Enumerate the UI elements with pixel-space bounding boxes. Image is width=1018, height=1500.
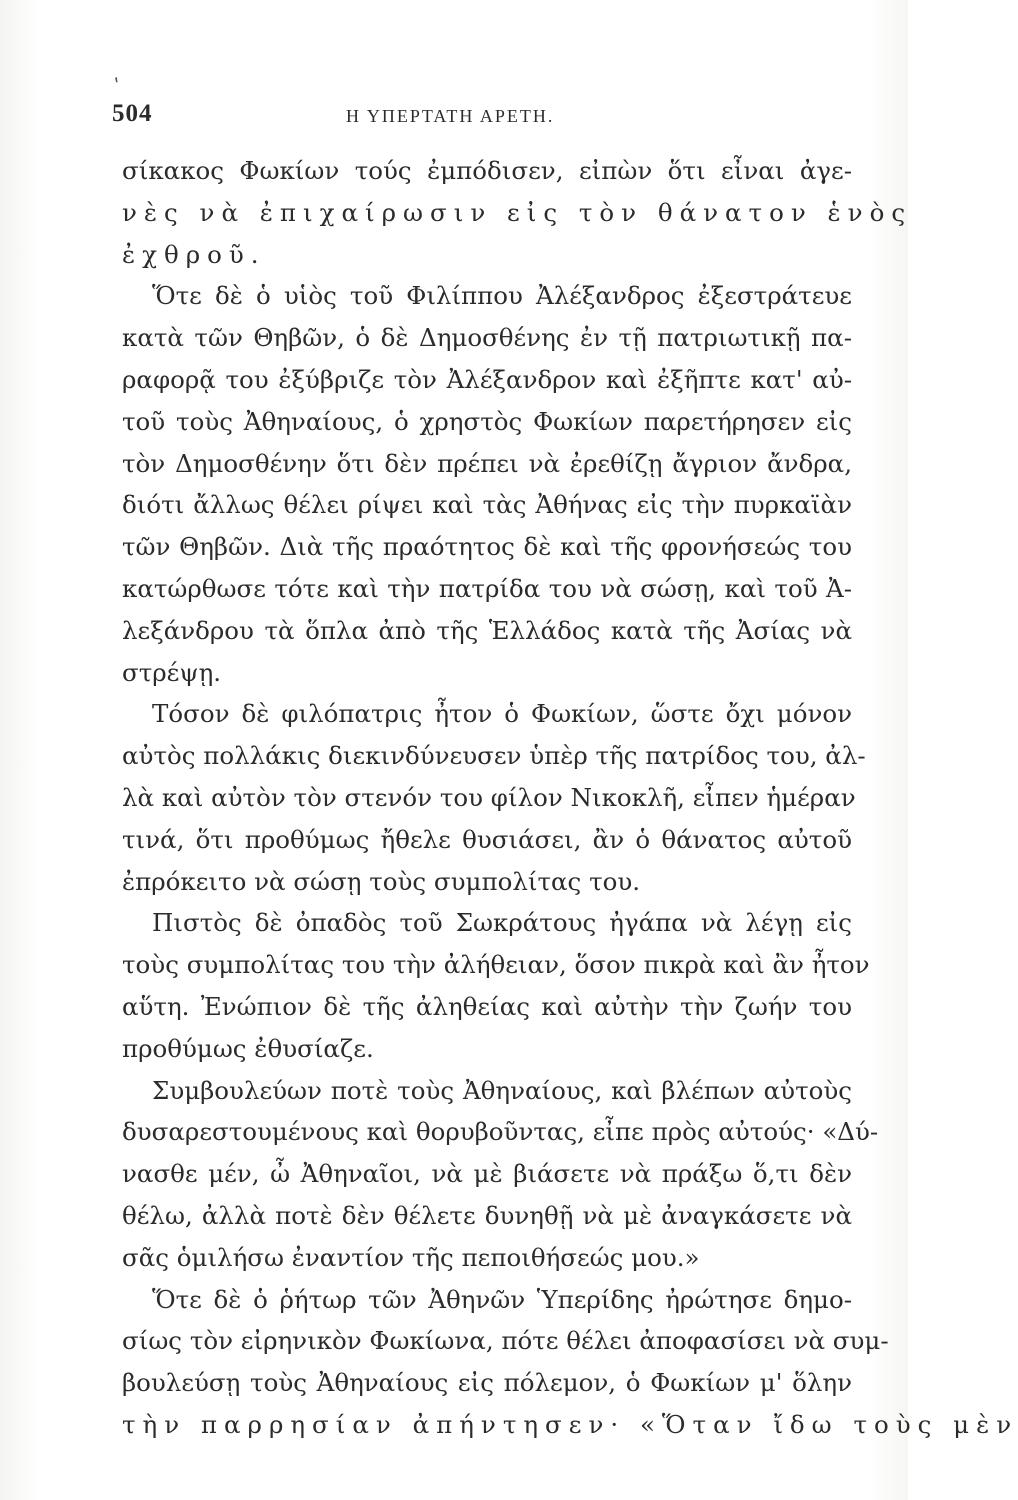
text-line: σίκακος Φωκίων τούς ἐμπόδισεν, εἰπὼν ὅτι εἶναι ἀγε- <box>122 156 852 185</box>
text-line: σίως τὸν εἰρηνικὸν Φωκίωνα, πότε θέλει ἀποφασίσει νὰ συμ- <box>122 1326 889 1356</box>
text-line: δυσαρεστουμένους καὶ θορυβοῦντας, εἶπε πρὸς αὐτούς· «Δύ- <box>122 1117 879 1147</box>
text-line: ἐχθροῦ. <box>122 239 266 269</box>
text-line: τὸν Δημοσθένην ὅτι δὲν πρέπει νὰ ἐρεθίζῃ ἄγριον ἄνδρα, <box>122 448 852 478</box>
text-line: Ὅτε δὲ ὁ υἱὸς τοῦ Φιλίππου Ἀλέξανδρος ἐξεστράτευε <box>152 281 852 311</box>
text-line: Πιστὸς δὲ ὀπαδὸς τοῦ Σωκράτους ἠγάπα νὰ λέγῃ εἰς <box>152 908 852 938</box>
text-line: Ὅτε δὲ ὁ ῥήτωρ τῶν Ἀθηνῶν Ὑπερίδης ἠρώτησε δημο- <box>152 1284 852 1314</box>
text-line: λὰ καὶ αὐτὸν τὸν στενόν του φίλον Νικοκλῆ, εἶπεν ἡμέραν <box>122 782 856 812</box>
text-line: τοῦ τοὺς Ἀθηναίους, ὁ χρηστὸς Φωκίων παρετήρησεν εἰς <box>122 406 852 436</box>
text-line: νὲς νὰ ἐπιχαίρωσιν εἰς τὸν θάνατον ἑνὸς <box>122 197 913 227</box>
text-line: τὴν παρρησίαν ἀπήντησεν· «Ὅταν ἴδω τοὺς μὲν <box>122 1409 1018 1439</box>
page-number: 504 <box>112 100 153 127</box>
text-line: διότι ἄλλως θέλει ρίψει καὶ τὰς Ἀθήνας εἰς τὴν πυρκαϊὰν <box>122 490 852 520</box>
text-line: Συμβουλεύων ποτὲ τοὺς Ἀθηναίους, καὶ βλέπων αὐτοὺς <box>152 1075 852 1105</box>
text-line: αὕτη. Ἐνώπιον δὲ τῆς ἀληθείας καὶ αὐτὴν τὴν ζωήν του <box>122 991 852 1021</box>
ink-mark: ʹ <box>112 73 126 99</box>
text-line: κατὰ τῶν Θηβῶν, ὁ δὲ Δημοσθένης ἐν τῇ πατριωτικῇ πα- <box>122 323 852 353</box>
text-line: τινά, ὅτι προθύμως ἤθελε θυσιάσει, ἂν ὁ θάνατος αὐτοῦ <box>122 824 852 854</box>
text-line: κατώρθωσε τότε καὶ τὴν πατρίδα του νὰ σώσῃ, καὶ τοῦ Ἀ- <box>122 573 852 603</box>
text-line: προθύμως ἐθυσίαζε. <box>122 1033 374 1063</box>
text-line: θέλω, ἀλλὰ ποτὲ δὲν θέλετε δυνηθῇ νὰ μὲ ἀναγκάσετε νὰ <box>122 1200 852 1230</box>
text-line: τῶν Θηβῶν. Διὰ τῆς πραότητος δὲ καὶ τῆς φρονήσεώς του <box>122 532 852 562</box>
text-line: τοὺς συμπολίτας του τὴν ἀλήθειαν, ὅσον πικρὰ καὶ ἂν ἦτον <box>122 950 870 980</box>
text-line: νασθε μέν, ὦ Ἀθηναῖοι, νὰ μὲ βιάσετε νὰ πράξω ὅ,τι δὲν <box>122 1159 852 1189</box>
page-header <box>112 100 852 140</box>
text-line: ραφορᾷ του ἐξύβριζε τὸν Ἀλέξανδρον καὶ ἐξῆπτε κατ' αὐ- <box>122 364 852 394</box>
text-line: ἐπρόκειτο νὰ σώσῃ τοὺς συμπολίτας του. <box>122 866 641 896</box>
text-line: σᾶς ὁμιλήσω ἐναντίον τῆς πεποιθήσεώς μου.» <box>122 1242 700 1272</box>
running-head: Η ΥΠΕΡΤΑΤΗ ΑΡΕΤΗ. <box>346 106 555 126</box>
text-line: στρέψῃ. <box>122 657 222 687</box>
text-line: Τόσον δὲ φιλόπατρις ἦτον ὁ Φωκίων, ὥστε ὄχι μόνον <box>152 699 852 729</box>
text-line: βουλεύσῃ τοὺς Ἀθηναίους εἰς πόλεμον, ὁ Φωκίων μ' ὅλην <box>122 1368 852 1398</box>
text-line: αὐτὸς πολλάκις διεκινδύνευσεν ὑπὲρ τῆς πατρίδος του, ἀλ- <box>122 741 866 771</box>
text-line: λεξάνδρου τὰ ὅπλα ἀπὸ τῆς Ἑλλάδος κατὰ τῆς Ἀσίας νὰ <box>122 615 852 645</box>
body-text <box>122 150 1018 1446</box>
